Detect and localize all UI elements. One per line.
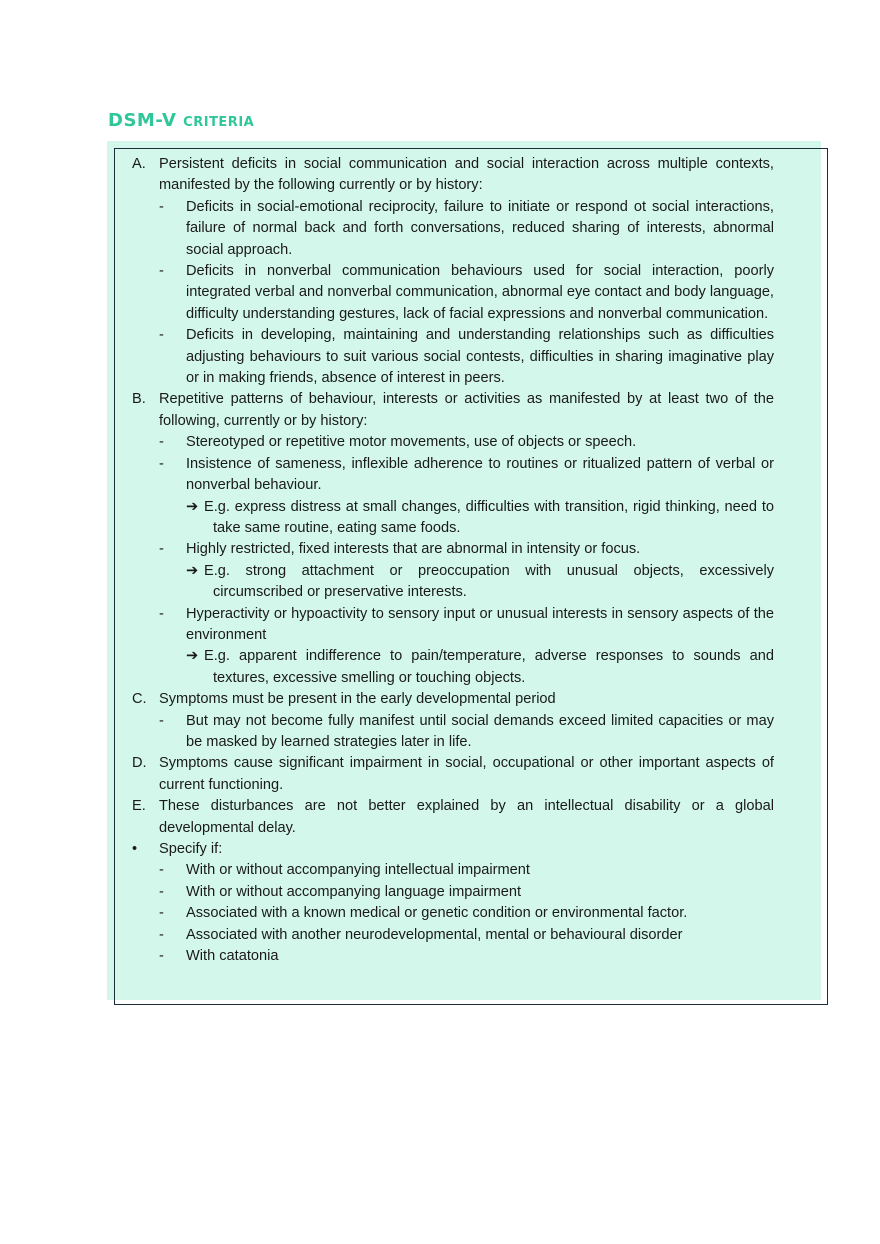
criterion-b <box>132 389 774 432</box>
sub-item-text: Insistence of sameness, inflexible adherence to routines or ritualized pattern of verbal or nonverbal behaviour. <box>186 455 774 494</box>
specifier-item <box>132 946 774 967</box>
sub-item <box>132 261 774 325</box>
dash-marker: - <box>159 605 164 622</box>
example-text: E.g. strong attachment or preoccupation with unusual objects, excessively circumscribed or preservative interests. <box>204 562 774 601</box>
dash-marker: - <box>159 198 164 215</box>
criterion-text: Persistent deficits in social communication and social interaction across multiple contexts, manifested by the following currently or by history: <box>159 156 774 194</box>
specifier-item <box>132 882 774 903</box>
criterion-text: These disturbances are not better explained by an intellectual disability or a global developmental delay. <box>159 798 774 836</box>
example-text: E.g. express distress at small changes, difficulties with transition, rigid thinking, need to take same routine, eating same foods. <box>204 498 774 536</box>
sub-item <box>132 325 774 389</box>
dash-marker: - <box>159 948 164 965</box>
right-arrow-icon: ➔ <box>186 498 199 515</box>
criterion-marker: C. <box>132 691 147 708</box>
criterion-marker: B. <box>132 391 146 408</box>
criterion-d <box>132 753 774 796</box>
criterion-c <box>132 689 774 710</box>
example-line <box>132 646 774 689</box>
specifier-text: With or without accompanying intellectual impairment <box>186 862 530 879</box>
sub-item <box>132 197 774 261</box>
right-arrow-icon: ➔ <box>186 648 199 665</box>
criteria-list <box>132 154 774 967</box>
criterion-text: Symptoms must be present in the early developmental period <box>159 691 556 708</box>
example-text: E.g. apparent indifference to pain/temperature, adverse responses to sounds and textures, excessive smelling or touching objects. <box>204 648 774 686</box>
bullet-marker: • <box>132 841 138 857</box>
sub-item-text: Highly restricted, fixed interests that are abnormal in intensity or focus. <box>186 541 641 558</box>
dash-marker: - <box>159 263 164 280</box>
sub-item-text: Stereotyped or repetitive motor movements, use of objects or speech. <box>186 434 637 451</box>
sub-item <box>132 604 774 647</box>
dash-marker: - <box>159 926 164 943</box>
criterion-marker: E. <box>132 798 146 815</box>
specifier-item <box>132 925 774 946</box>
sub-item-text: But may not become fully manifest until social demands exceed limited capacities or may be masked by learned strategies later in life. <box>186 712 774 750</box>
criterion-text: Repetitive patterns of behaviour, interests or activities as manifested by at least two of the following, currently or by history: <box>159 391 774 429</box>
specify-if <box>132 839 774 860</box>
dash-marker: - <box>159 455 164 472</box>
sub-item-text: Deficits in developing, maintaining and understanding relationships such as difficulties adjusting behaviours to suit various social contests, difficulties in sharing imaginative play or in making friends, absence of interest in peers. <box>186 327 774 387</box>
section-title: DSM-V criteria <box>108 110 255 131</box>
sub-item <box>132 711 774 754</box>
specifier-text: Associated with a known medical or genetic condition or environmental factor. <box>186 905 688 922</box>
specifier-text: Associated with another neurodevelopmental, mental or behavioural disorder <box>186 926 683 943</box>
sub-item-text: Hyperactivity or hypoactivity to sensory input or unusual interests in sensory aspects of the environment <box>186 605 774 643</box>
example-line <box>132 561 774 604</box>
dash-marker: - <box>159 905 164 922</box>
sub-item <box>132 432 774 453</box>
criterion-marker: A. <box>132 156 146 172</box>
specifier-text: With or without accompanying language impairment <box>186 883 522 900</box>
criterion-a <box>132 154 774 197</box>
dash-marker: - <box>159 712 164 729</box>
dash-marker: - <box>159 541 164 558</box>
specifier-item <box>132 860 774 881</box>
dash-marker: - <box>159 327 164 344</box>
dash-marker: - <box>159 862 164 879</box>
sub-item-text: Deficits in social-emotional reciprocity, failure to initiate or respond ot social interactions, failure of normal back and forth conversations, reduced sharing of interests, abnormal social approach. <box>186 198 774 258</box>
specify-if-label: Specify if: <box>159 841 223 857</box>
specifier-text: With catatonia <box>186 948 279 965</box>
specifier-item <box>132 903 774 924</box>
sub-item-text: Deficits in nonverbal communication behaviours used for social interaction, poorly integrated verbal and nonverbal communication, abnormal eye contact and body language, difficulty understanding gestures, lack of facial expressions and nonverbal communication. <box>186 263 774 322</box>
criterion-e <box>132 796 774 839</box>
sub-item <box>132 454 774 497</box>
criterion-marker: D. <box>132 755 147 772</box>
right-arrow-icon: ➔ <box>186 562 199 579</box>
example-line <box>132 497 774 540</box>
criterion-text: Symptoms cause significant impairment in social, occupational or other important aspects of current functioning. <box>159 755 774 793</box>
dash-marker: - <box>159 883 164 900</box>
dash-marker: - <box>159 434 164 451</box>
sub-item <box>132 539 774 560</box>
